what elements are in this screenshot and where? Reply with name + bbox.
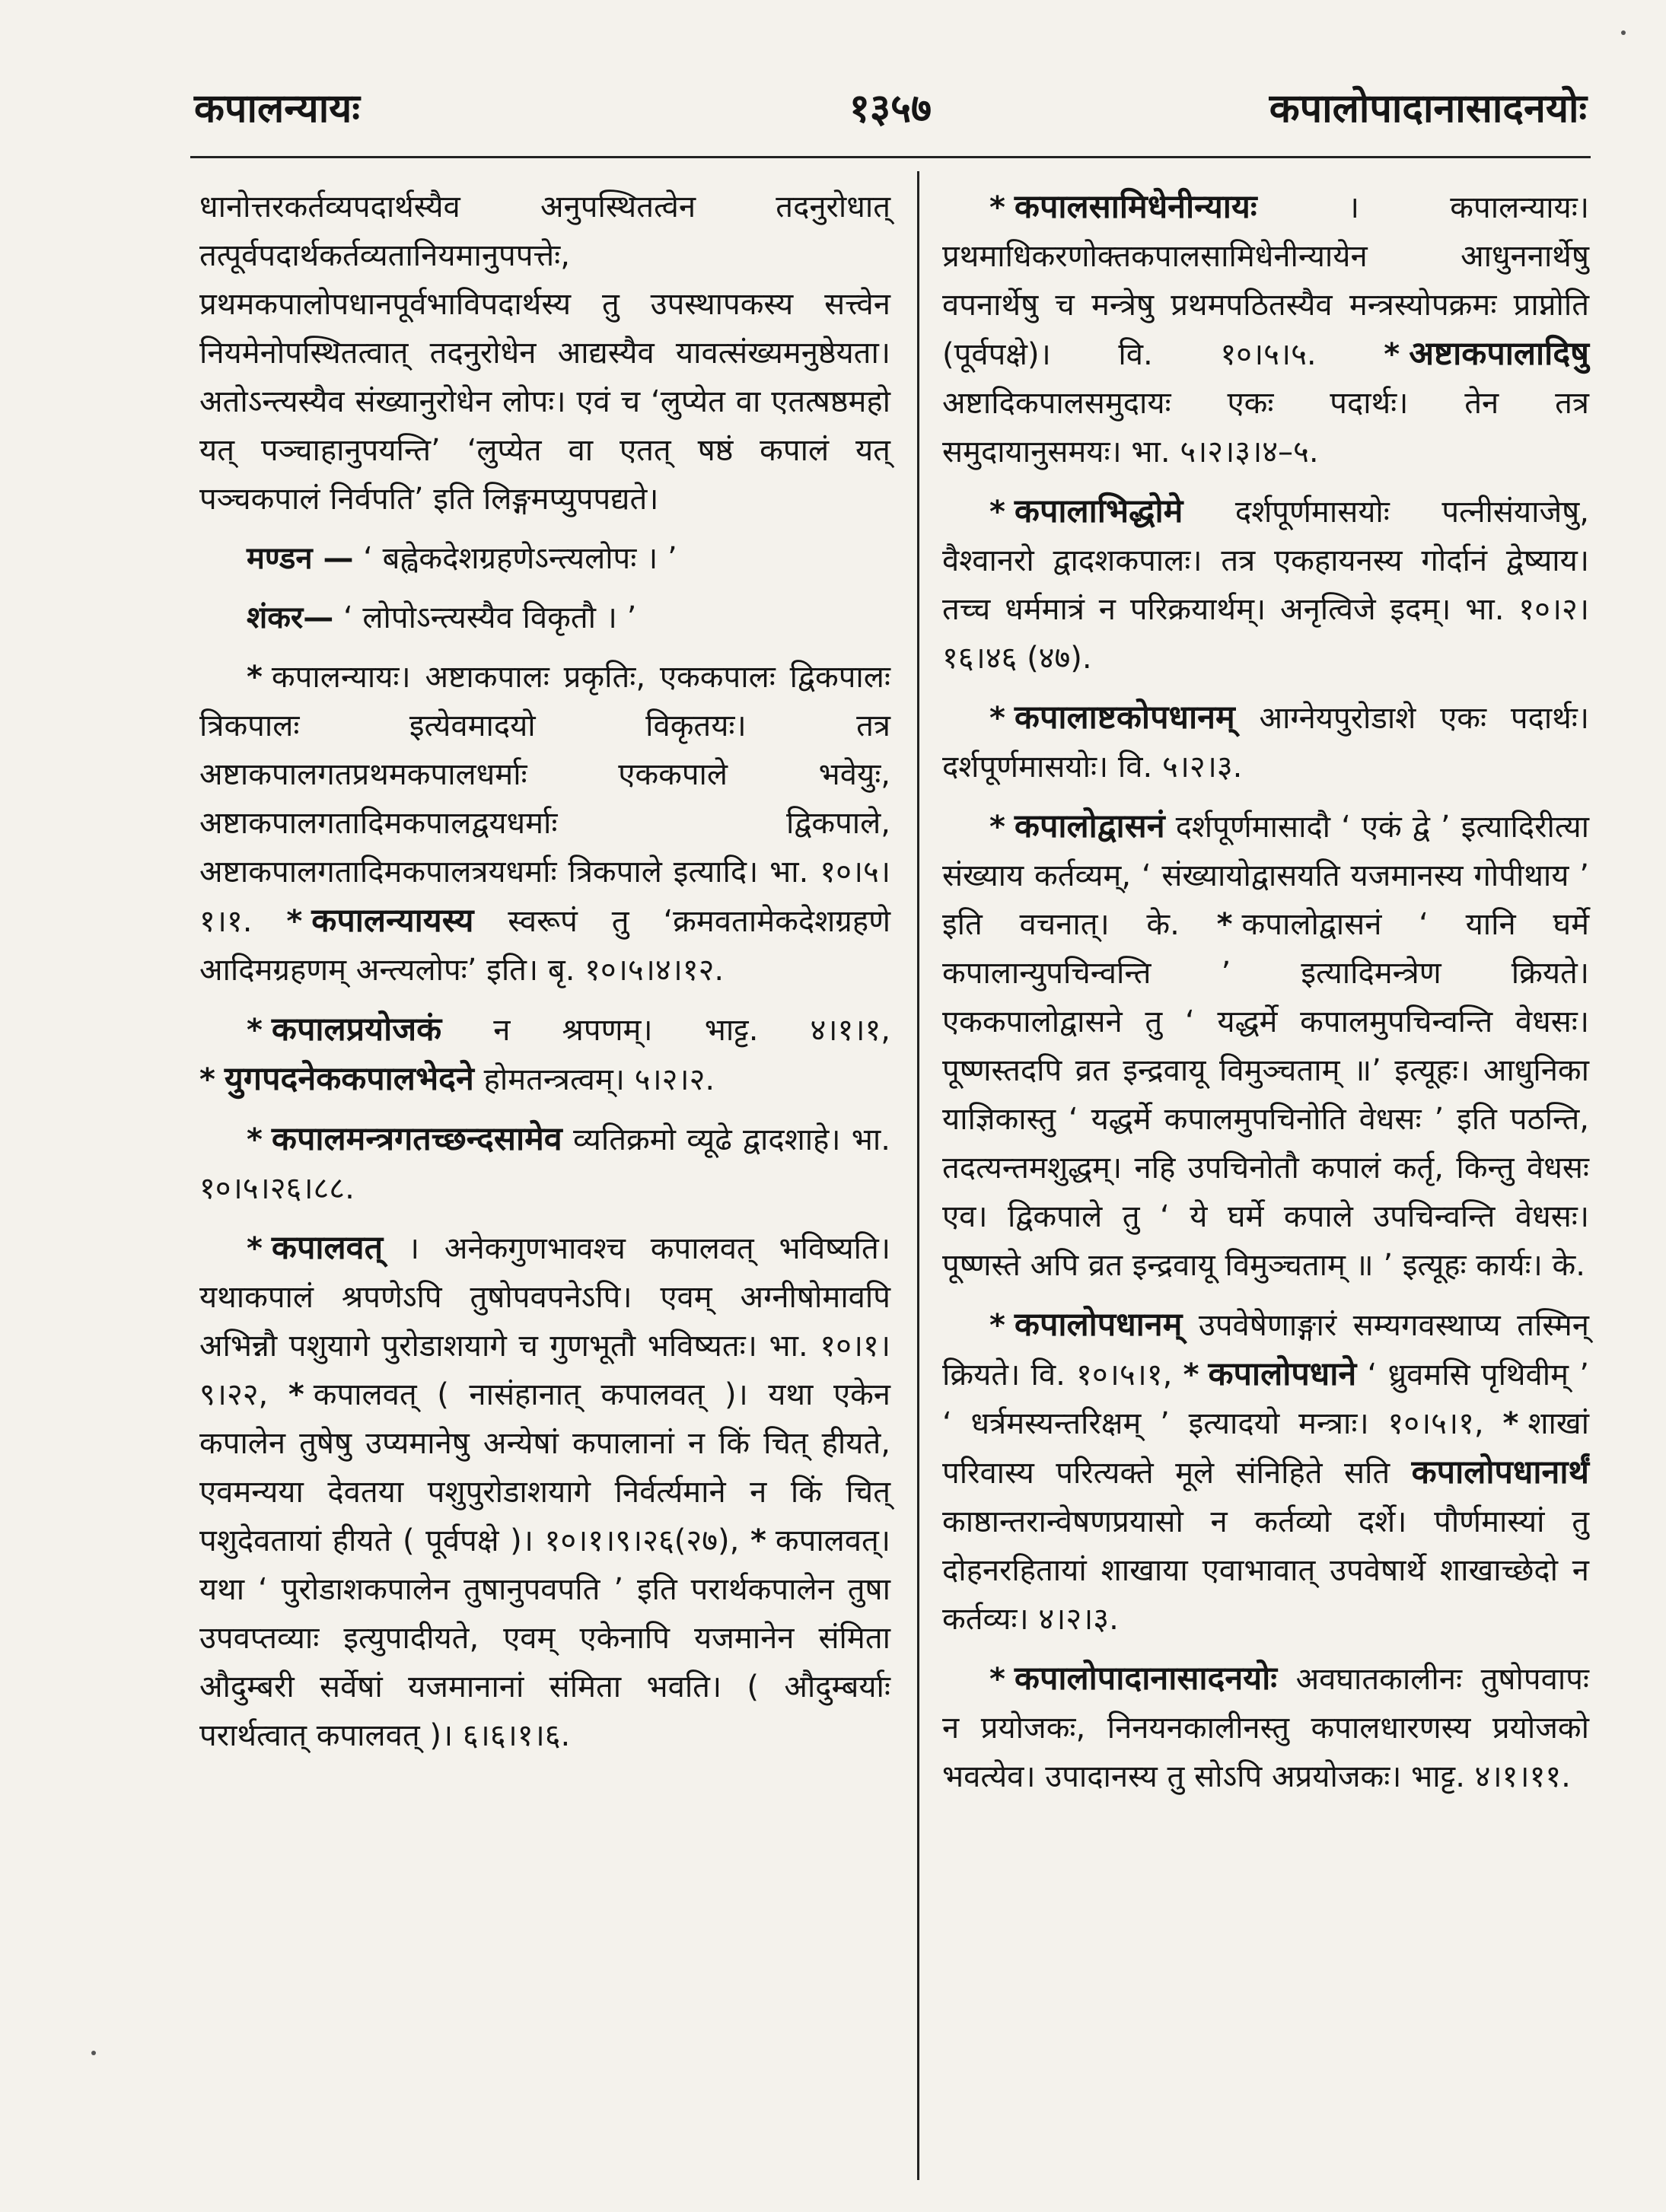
entry-headword: कपालाभिद्धोमे <box>1014 492 1183 530</box>
entry-text: दर्शपूर्णमासयोः पत्नीसंयाजेषु, वैश्वानरो द्वादशकपालः। तत्र एकहायनस्य गोर्दानं द्वेष्याय। तच्च धर्ममात्रं न परिक्रयार्थम्। अनृत्विजे इदम्। भा. १०।२।१६।४६ (४७). <box>942 495 1589 676</box>
column-divider <box>917 171 919 2180</box>
entry-headword: कपालोपादानासादनयोः <box>1014 1660 1277 1698</box>
entry-text: न श्रपणम्। भाट्ट. ४।१।१, <box>493 1013 890 1048</box>
scan-speck <box>1621 30 1626 35</box>
entry <box>942 693 1589 791</box>
entry <box>942 802 1589 1290</box>
entry-text: । अनेकगुणभावश्च कपालवत् भविष्यति। यथाकपालं श्रपणेऽपि तुषोपवपनेऽपि। एवम् अग्नीषोमावपि अभिन्नौ पशुयागे पुरोडाशयागे च गुणभूतौ भविष्यतः। भा. १०।१।९।२२, <box>199 1231 890 1412</box>
entry-star: * <box>989 1308 1005 1343</box>
entry-text: काष्ठान्तरान्वेषणप्रयासो न कर्तव्यो दर्शे। पौर्णमास्यां तु दोहनरहितायां शाखाया एवाभावात् उपवेषार्थे शाखाच्छेदो न कर्तव्यः। ४।२।३. <box>942 1504 1589 1637</box>
entry <box>942 1300 1589 1644</box>
entry-text: होमतन्त्रत्वम्। ५।२।२. <box>483 1062 715 1097</box>
entry-text: उपवेषेणाङ्गारं सम्यगवस्थाप्य तस्मिन् क्रियते। वि. १०।५।१, <box>942 1308 1589 1392</box>
entry-text: शाखां परिवास्य परित्यक्ते मूले संनिहिते सति <box>942 1406 1589 1491</box>
entry-star: * <box>989 190 1005 225</box>
entry-star: * <box>989 1662 1005 1697</box>
quote-text: ‘ बह्वेकदेशग्रहणेऽन्त्यलोपः । ’ <box>363 541 677 576</box>
entry-text: कपालवत्। यथा ‘ पुरोडाशकपालेन तुषानुपवपति ’ इति परार्थकपालेन तुषा उपवप्तव्याः इत्युपादीयते, एवम् एकेनापि यजमानेन संमिता औदुम्बरी सर्वेषां यजमानानां संमिता भवति। ( औदुम्बर्याः परार्थत्वात् कपालवत् )। ६।६।१।६. <box>199 1523 890 1753</box>
entry-star: * <box>1183 1357 1199 1392</box>
quote-mandana <box>199 534 890 583</box>
quote-label: शंकर— <box>247 600 334 635</box>
entry-text: कपालोद्वासनं ‘ यानि घर्मे कपालान्युपचिन्वन्ति ’ इत्यादिमन्त्रेण क्रियते। एककपालोद्वासने तु ‘ यद्धर्मे कपालमुपचिन्वन्ति वेधसः। पूष्णस्तदपि व्रत इन्द्रवायू विमुञ्चताम् ॥’ इत्यूहः। आधुनिका याज्ञिकास्तु ‘ यद्धर्मे कपालमुपचिनोति वेधसः ’ इति पठन्ति, तदत्यन्तमशुद्धम्। नहि उपचिनोतौ कपालं कर्तृ, किन्तु वेधसः एव। द्विकपाले तु ‘ ये घर्मे कपाले उपचिन्वन्ति वेधसः। पूष्णस्ते अपि व्रत इन्द्रवायू विमुञ्चताम् ॥ ’ इत्यूहः कार्यः। के. <box>942 907 1590 1283</box>
left-column <box>199 183 890 1771</box>
entry-star: * <box>1502 1406 1519 1441</box>
header-right-running-title: कपालोपादानासादनयोः <box>1269 86 1587 132</box>
entry-star: * <box>989 701 1005 736</box>
quote-text: ‘ लोपोऽन्त्यस्यैव विकृतौ । ’ <box>343 600 637 635</box>
entry <box>942 487 1589 683</box>
entry-headword: कपालवत् <box>271 1229 384 1267</box>
entry <box>199 653 890 995</box>
entry-text: अवघातकालीनः तुषोपवापः न प्रयोजकः, निनयनकालीनस्तु कपालधारणस्य प्रयोजको भवत्येव। उपादानस्य तु सोऽपि अप्रयोजकः। भाट्ट. ४।१।११. <box>942 1662 1589 1794</box>
entry <box>942 1654 1589 1801</box>
entry-star: * <box>247 1231 263 1266</box>
entry-text: कपालवत् ( नासंहानात् कपालवत् )। यथा एकेन कपालेन तुषेषु उप्यमानेषु अन्येषां कपालानां न किं चित् हीयते, एवमन्यया देवतया पशुपुरोडाशयागे निर्वर्त्यमाने न किं चित् पशुदेवतायां हीयते ( पूर्वपक्षे )। १०।१।९।२६(२७), <box>199 1377 890 1558</box>
entry-star: * <box>247 660 263 695</box>
entry-star: * <box>989 495 1005 530</box>
entry-star: * <box>989 810 1005 845</box>
quote-shankara <box>199 594 890 642</box>
entry-text: व्यतिक्रमो व्यूढे द्वादशाहे। भा. १०।५।२६।८८. <box>199 1122 891 1206</box>
entry <box>199 1224 890 1760</box>
entry-star: * <box>750 1523 766 1558</box>
entry-headword: कपालन्यायस्य <box>311 902 474 940</box>
entry-star: * <box>288 1377 304 1412</box>
entry-text: ‘ ध्रुवमसि पृथिवीम् ’ ‘ धर्त्रमस्यन्तरिक्षम् ’ इत्यादयो मन्त्राः। १०।५।१, <box>942 1357 1590 1441</box>
entry-text: दर्शपूर्णमासादौ ‘ एकं द्वे ’ इत्यादिरीत्या संख्याय कर्तव्यम्, ‘ संख्यायोद्वासयति यजमानस्य गोपीथाय ’ इति वचनात्। के. <box>942 810 1590 942</box>
entry-text: स्वरूपं तु ‘क्रमवतामेकदेशग्रहणे आदिमग्रहणम् अन्त्यलोपः’ इति। बृ. १०।५।४।१२. <box>199 904 891 988</box>
entry-headword: युगपदनेककपालभेदने <box>224 1060 474 1098</box>
page-header <box>194 72 1587 141</box>
right-column <box>942 183 1589 1812</box>
entry-text: अष्टादिकपालसमुदायः एकः पदार्थः। तेन तत्र समुदायानुसमयः। भा. ५।२।३।४–५. <box>942 386 1589 469</box>
entry-text: । कपालन्यायः। प्रथमाधिकरणोक्तकपालसामिधेनीन्यायेन आधुननार्थेषु वपनार्थेषु च मन्त्रेषु प्रथमपठितस्यैव मन्त्रस्योपक्रमः प्राप्नोति (पूर्वपक्षे)। वि. १०।५।५. <box>942 190 1589 372</box>
entry-star: * <box>1384 337 1400 372</box>
entry-headword: अष्टाकपालादिषु <box>1409 335 1590 373</box>
entry-headword: कपालमन्त्रगतच्छन्दसामेव <box>271 1120 562 1158</box>
entry-star: * <box>247 1122 263 1157</box>
entry-headword: कपालोपधाने <box>1208 1355 1357 1393</box>
entry-headword: कपालोपधानार्थं <box>1411 1453 1589 1491</box>
entry-headword: कपालाष्टकोपधानम् <box>1014 699 1235 737</box>
entry-text: आग्नेयपुरोडाशे एकः पदार्थः। दर्शपूर्णमासयोः। वि. ५।२।३. <box>942 701 1589 785</box>
entry-star: * <box>247 1013 263 1048</box>
quote-label: मण्डन — <box>247 541 354 576</box>
paragraph: धानोत्तरकर्तव्यपदार्थस्यैव अनुपस्थितत्वेन तदनुरोधात् तत्पूर्वपदार्थकर्तव्यतानियमानुपपत्तेः, प्रथमकपालोपधानपूर्वभाविपदार्थस्य तु उपस्थापकस्य सत्त्वेन नियमेनोपस्थितत्वात् तदनुरोधेन आद्यस्यैव यावत्संख्यमनुष्ठेयता। अतोऽन्त्यस्यैव संख्यानुरोधेन लोपः। एवं च ‘लुप्येत वा एतत्षष्ठमहो यत् पञ्चाहानुपयन्ति’ ‘लुप्येत वा एतत् षष्ठं कपालं यत् पञ्चकपालं निर्वपति’ इति लिङ्गमप्युपपद्यते। <box>199 189 890 517</box>
header-rule <box>190 156 1591 158</box>
entry-star: * <box>286 904 303 939</box>
entry <box>199 1005 890 1104</box>
entry-headword: कपालसामिधेनीन्यायः <box>1014 188 1257 226</box>
header-left-running-title: कपालन्यायः <box>194 86 360 132</box>
entry-headword: कपालप्रयोजकं <box>271 1011 442 1049</box>
entry-star: * <box>1216 907 1233 942</box>
page-number: १३५७ <box>849 86 932 132</box>
entry-headword: कपालोपधानम् <box>1014 1306 1183 1344</box>
entry-text: कपालन्यायः। अष्टाकपालः प्रकृतिः, एककपालः द्विकपालः त्रिकपालः इत्येवमादयो विकृतयः। तत्र अष्टाकपालगतप्रथमकपालधर्माः एककपाले भवेयुः, अष्टाकपालगतादिमकपालद्वयधर्माः द्विकपाले, अष्टाकपालगतादिमकपालत्रयधर्माः त्रिकपाले इत्यादि। भा. १०।५।१।१. <box>199 660 890 939</box>
entry-star: * <box>199 1062 215 1097</box>
entry <box>199 1115 890 1213</box>
entry-headword: कपालोद्वासनं <box>1014 807 1165 845</box>
scan-speck <box>91 2051 96 2055</box>
entry <box>942 183 1589 476</box>
